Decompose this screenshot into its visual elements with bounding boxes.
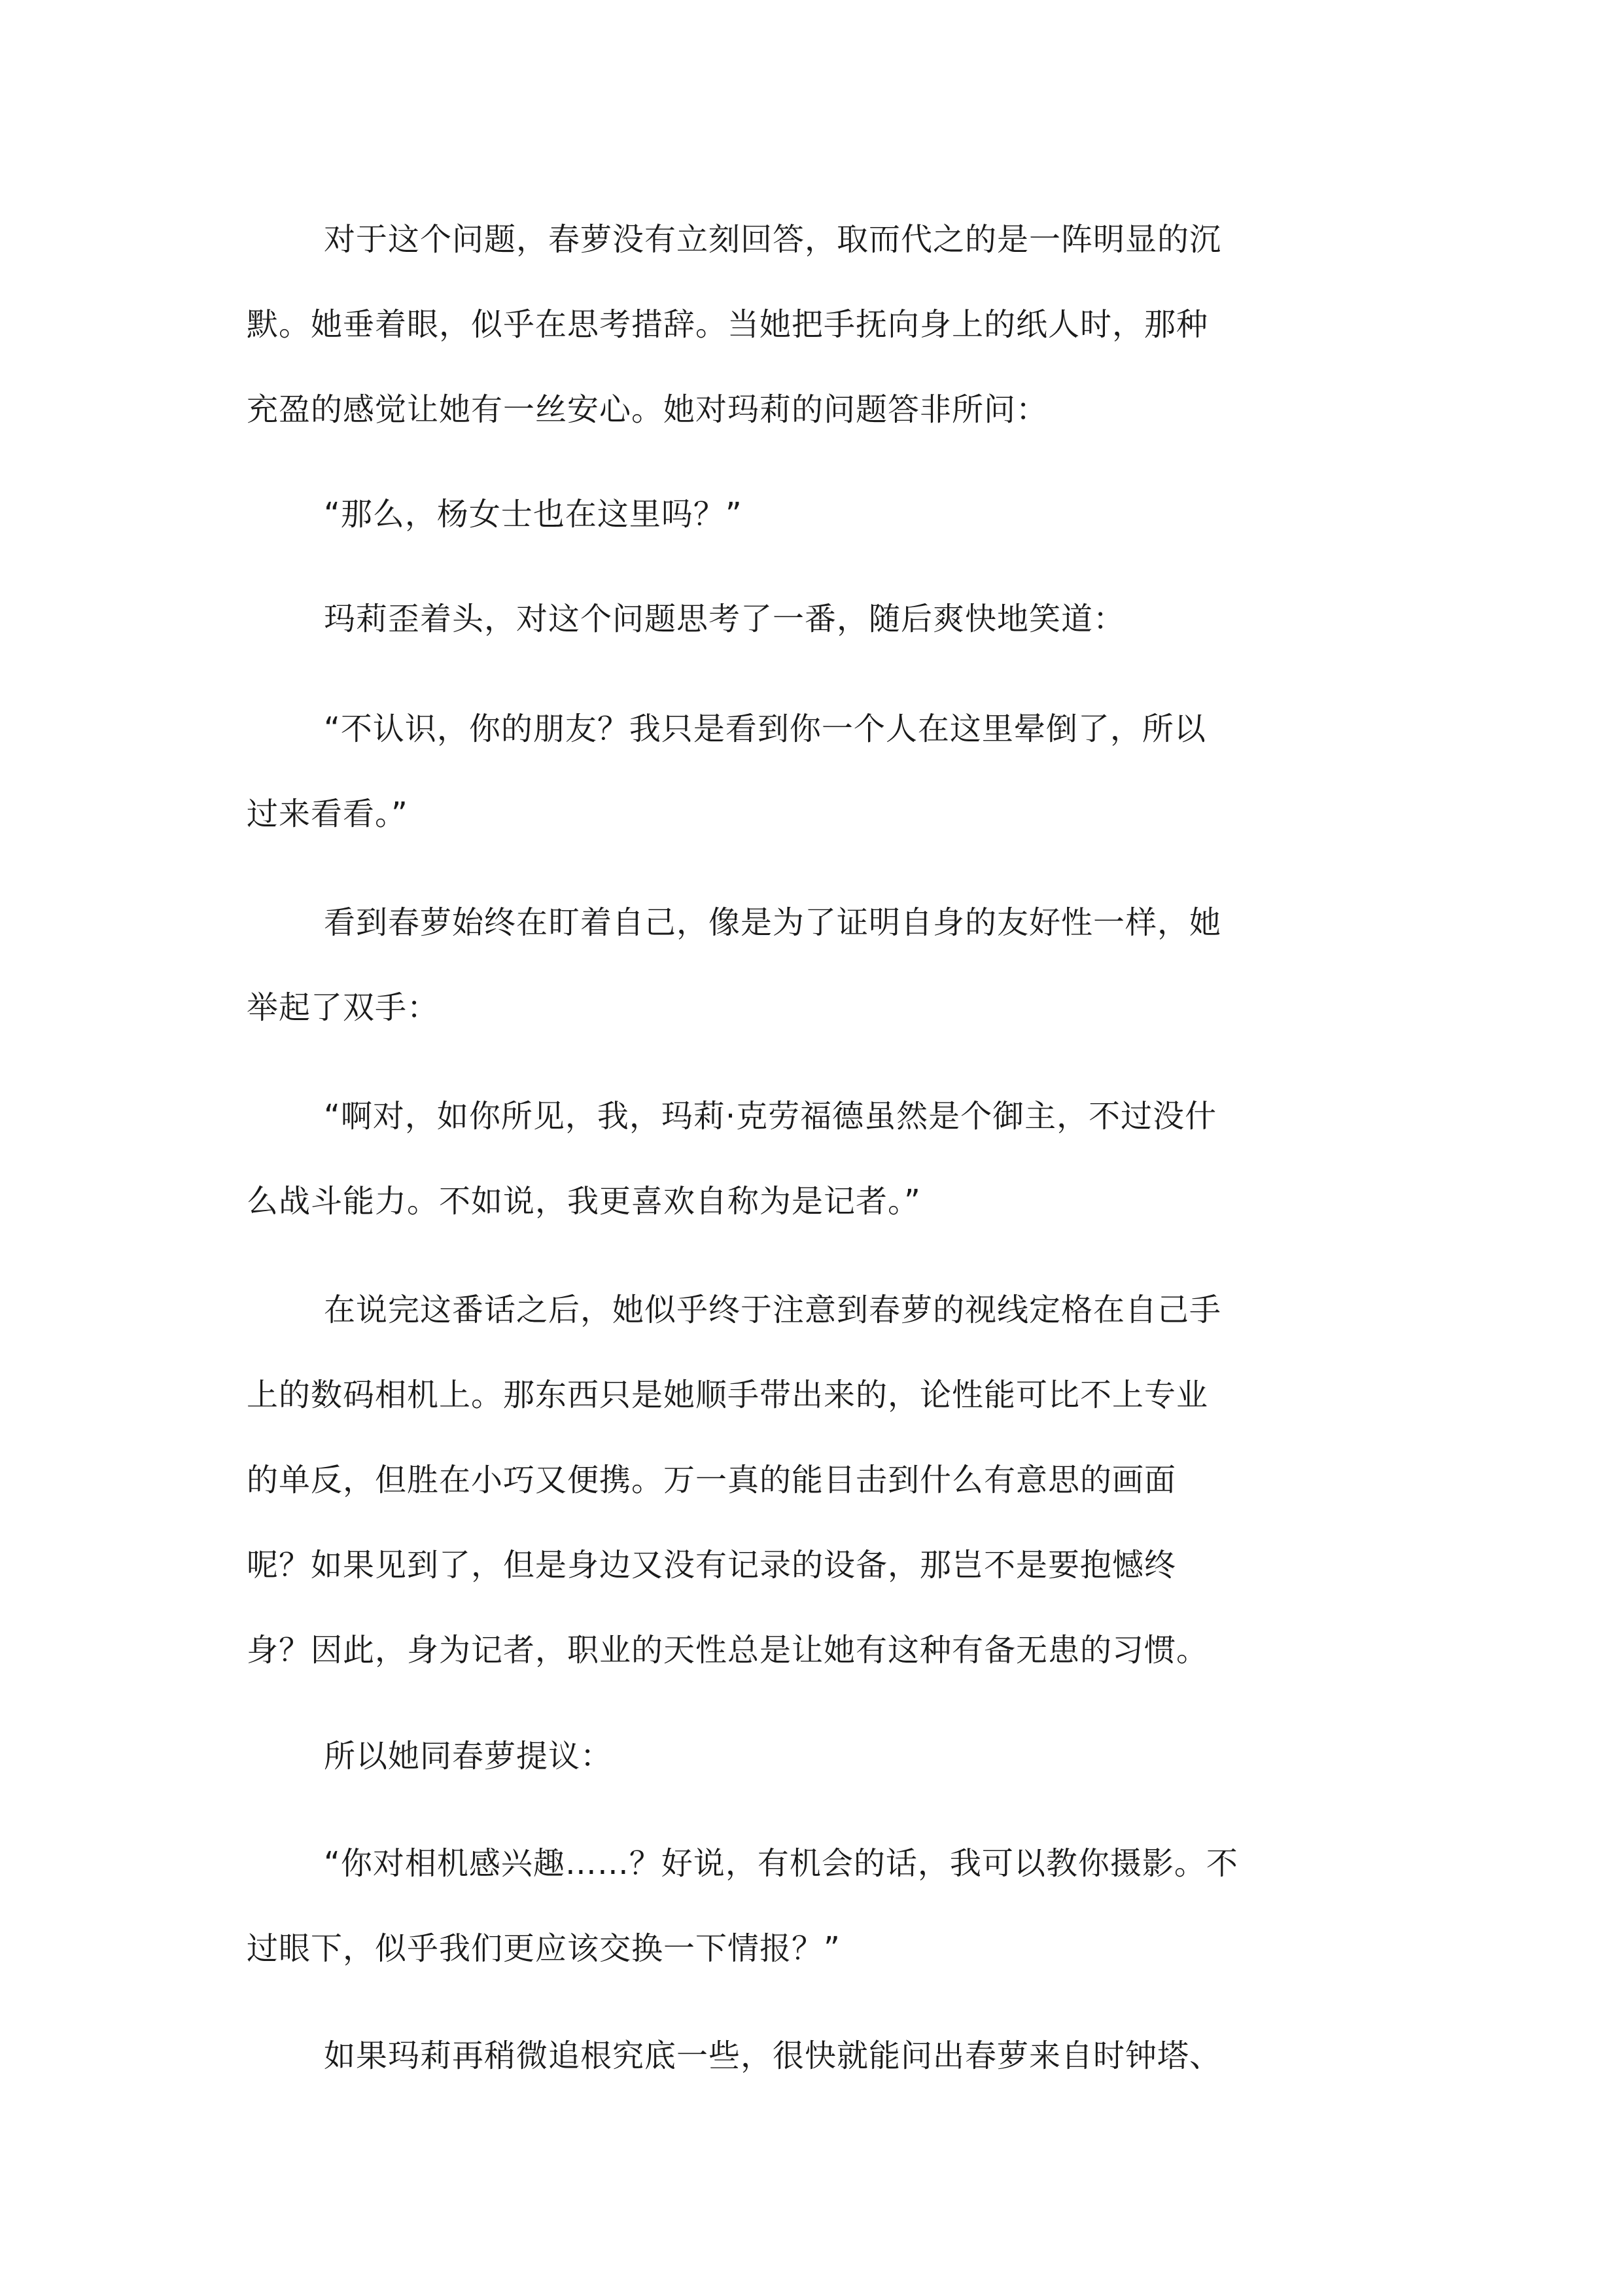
- text-line: 玛莉歪着头，对这个问题思考了一番，随后爽快地笑道：: [324, 601, 1126, 637]
- text-line: 过来看看。”: [247, 796, 408, 832]
- text-line: 对于这个问题，春萝没有立刻回答，取而代之的是一阵明显的沉: [324, 221, 1222, 258]
- text-line: 身？因此，身为记者，职业的天性总是让她有这种有备无患的习惯。: [247, 1632, 1209, 1669]
- text-line: 默。她垂着眼，似乎在思考措辞。当她把手抚向身上的纸人时，那种: [247, 306, 1209, 343]
- text-line: “你对相机感兴趣……？好说，有机会的话，我可以教你摄影。不: [324, 1845, 1238, 1882]
- text-line: 过眼下，似乎我们更应该交换一下情报？”: [247, 1930, 841, 1967]
- text-line: “啊对，如你所见，我，玛莉·克劳福德虽然是个御主，不过没什: [324, 1098, 1217, 1135]
- text-line: 举起了双手：: [247, 989, 440, 1026]
- text-line: “不认识，你的朋友？我只是看到你一个人在这里晕倒了，所以: [324, 711, 1206, 747]
- text-line: 在说完这番话之后，她似乎终于注意到春萝的视线定格在自己手: [324, 1292, 1222, 1328]
- text-line: 的单反，但胜在小巧又便携。万一真的能目击到什么有意思的画面: [247, 1462, 1177, 1498]
- text-line: 充盈的感觉让她有一丝安心。她对玛莉的问题答非所问：: [247, 391, 1049, 428]
- text-line: 呢？如果见到了，但是身边又没有记录的设备，那岂不是要抱憾终: [247, 1547, 1177, 1583]
- text-line: 么战斗能力。不如说，我更喜欢自称为是记者。”: [247, 1183, 921, 1220]
- text-line: 如果玛莉再稍微追根究底一些，很快就能问出春萝来自时钟塔、: [324, 2038, 1222, 2074]
- text-line: 上的数码相机上。那东西只是她顺手带出来的，论性能可比不上专业: [247, 1377, 1209, 1413]
- text-line: 看到春萝始终在盯着自己，像是为了证明自身的友好性一样，她: [324, 904, 1222, 941]
- text-line: 所以她同春萝提议：: [324, 1738, 613, 1775]
- text-line: “那么，杨女士也在这里吗？”: [324, 496, 742, 533]
